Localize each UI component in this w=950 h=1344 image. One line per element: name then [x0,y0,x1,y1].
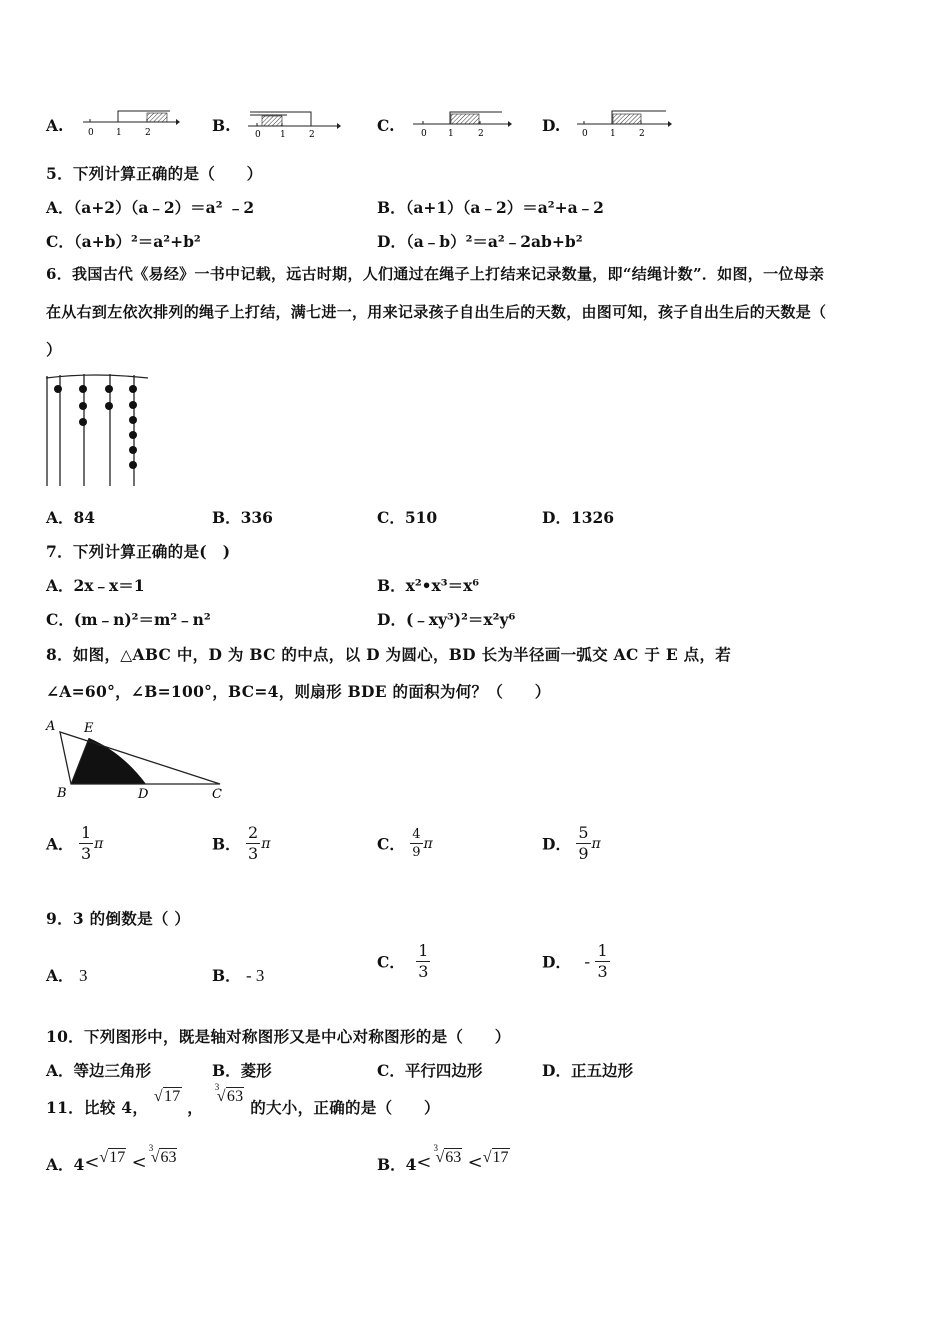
fraction: $\frac{5}{9}$ [578,823,589,863]
q8-stem-line1: 8．如图，△ABC 中，D 为 BC 的中点，以 D 为圆心，BD 长为半径画一弧交 AC 于 E 点，若 [46,645,732,664]
q6-stem-line1: 6．我国古代《易经》一书中记载，远古时期，人们通过在绳子上打结来记录数量，即“结绳计数”．如图，一位母亲 [46,265,825,283]
q4-option-d-number-line[interactable] [574,106,674,138]
q8-stem-line2: ∠A=60°，∠B=100°，BC=4，则扇形 BDE 的面积为何？（ ） [46,682,551,701]
q7-option-a[interactable]: A．2x﹣x＝1 [46,576,145,595]
cbrt-63: 3 √63 [433,1143,462,1166]
tick-1: 1 [448,129,454,138]
q6-option-c[interactable]: C．510 [377,508,438,527]
q5-option-b[interactable]: B．（a+1）（a﹣2）＝a²+a﹣2 [377,198,604,217]
cbrt-63: 3 √63 [214,1082,244,1105]
fraction: $\frac{1}{3}$ [80,823,92,863]
vertex-a-label: A [46,719,56,734]
vertex-c-label: C [212,787,222,802]
q9-option-a[interactable]: A． 3 [46,966,88,985]
fraction: $\frac{4}{9}$ [412,827,421,860]
q9-stem: 9．3 的倒数是（ ） [46,909,191,928]
q8-option-c[interactable]: C． $\frac{4}{9}$ π [377,827,433,860]
q10-option-c[interactable]: C．平行四边形 [377,1061,483,1080]
sqrt-17: √17 [482,1149,509,1166]
q4-option-c-number-line[interactable] [410,106,514,138]
q9-option-c[interactable]: C． $\frac{1}{3}$ [377,941,429,981]
q4-option-b-number-line[interactable] [245,106,345,138]
vertex-e-label: E [84,721,94,736]
tick-0: 0 [421,129,427,138]
q10-option-a[interactable]: A．等边三角形 [46,1061,152,1080]
cbrt-63: 3 √63 [148,1143,177,1166]
tick-2: 2 [478,129,484,138]
tick-2: 2 [145,128,151,138]
q9-option-b[interactable]: B． - 3 [212,966,265,985]
q5-option-c[interactable]: C．（a+b）²＝a²+b² [46,232,201,251]
q6-option-a[interactable]: A．84 [46,508,96,527]
sqrt-17: √17 [153,1088,181,1105]
q8-option-b[interactable]: B． $\frac{2}{3}$ π [212,823,271,863]
q5-stem: 5．下列计算正确的是（ ） [46,164,263,183]
tick-0: 0 [88,128,94,138]
q11-option-b[interactable]: B．4< 3 √63 <√17 [377,1143,509,1174]
q8-triangle-figure [40,714,230,802]
q7-option-d[interactable]: D．(﹣xy³)²＝x²y⁶ [377,610,516,629]
fraction: $\frac{1}{3}$ [597,941,608,981]
q5-option-a[interactable]: A．（a+2）（a﹣2）＝a² ﹣2 [46,198,255,217]
tick-1: 1 [280,130,286,138]
fraction: $\frac{1}{3}$ [418,941,429,981]
q4-option-b-label: B. [212,116,231,135]
q4-option-a-label: A. [46,116,64,135]
tick-2: 2 [309,130,315,138]
q8-option-a[interactable]: A． $\frac{1}{3}$ π [46,823,104,863]
q7-stem: 7．下列计算正确的是( ) [46,542,231,561]
q7-option-b[interactable]: B．x²•x³＝x⁶ [377,576,480,595]
q6-stem-line3: ） [46,340,62,359]
q7-option-c[interactable]: C．(m﹣n)²＝m²﹣n² [46,610,211,629]
tick-0: 0 [582,129,588,138]
vertex-b-label: B [57,786,67,801]
tick-1: 1 [610,129,616,138]
q6-option-b[interactable]: B．336 [212,508,273,527]
q6-knot-rope-figure [44,370,150,488]
q9-option-d[interactable]: D． - $\frac{1}{3}$ [542,941,608,981]
tick-1: 1 [116,128,122,138]
q10-option-b[interactable]: B．菱形 [212,1061,272,1080]
q10-option-d[interactable]: D．正五边形 [542,1061,633,1080]
q6-option-d[interactable]: D．1326 [542,508,615,527]
q6-stem-line2: 在从右到左依次排列的绳子上打结，满七进一，用来记录孩子自出生后的天数，由图可知，孩子自出生后的天数是（ [46,303,827,321]
q8-option-d[interactable]: D． $\frac{5}{9}$ π [542,823,601,863]
q10-stem: 10．下列图形中，既是轴对称图形又是中心对称图形的是（ ） [46,1027,511,1046]
tick-2: 2 [639,129,645,138]
fraction: $\frac{2}{3}$ [248,823,259,863]
vertex-d-label: D [138,787,149,802]
q11-stem: 11．比较 4， √17 ， 3 √63 的大小，正确的是（ ） [46,1082,440,1117]
q11-option-a[interactable]: A．4<√17 < 3 √63 [46,1143,177,1174]
q4-option-d-label: D. [542,116,561,135]
q4-option-c-label: C. [377,116,395,135]
q4-option-a-number-line[interactable] [80,106,180,138]
sqrt-17: √17 [99,1149,126,1166]
tick-0: 0 [255,130,261,138]
q5-option-d[interactable]: D．（a﹣b）²＝a²﹣2ab+b² [377,232,583,251]
